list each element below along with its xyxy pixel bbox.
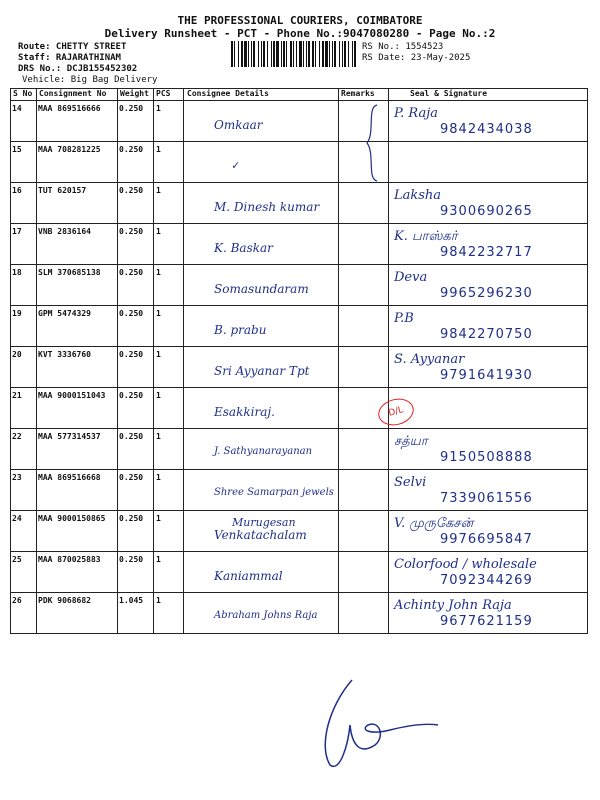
receiver-phone: 9842270750: [440, 327, 533, 342]
row-consignment: PDK 9068682: [38, 596, 91, 605]
header-sno: S No: [13, 89, 33, 98]
barcode-bar: [251, 41, 252, 67]
receiver-phone: 9300690265: [440, 204, 533, 219]
receiver-phone: 7092344269: [440, 573, 533, 588]
barcode-bar: [296, 41, 297, 67]
row-consignment: MAA 9000150865: [38, 514, 106, 523]
row-pcs: 1: [156, 596, 161, 605]
signature: Deva: [394, 270, 428, 285]
barcode-bar: [244, 41, 247, 67]
row-sno: 25: [12, 555, 22, 564]
row-sno: 23: [12, 473, 22, 482]
remarks-brace: [363, 103, 383, 183]
row-weight: 0.250: [119, 268, 144, 277]
barcode-bar: [322, 41, 324, 67]
column-divider: [183, 88, 184, 633]
barcode-bar: [276, 41, 279, 67]
receiver-phone: 9842434038: [440, 122, 533, 137]
row-sno: 26: [12, 596, 22, 605]
barcode-bar: [290, 41, 292, 67]
consignee-name: Esakkiraj.: [214, 405, 275, 419]
row-pcs: 1: [156, 268, 161, 277]
header-divider: [10, 100, 588, 101]
row-weight: 0.250: [119, 391, 144, 400]
row-divider: [10, 428, 588, 429]
barcode-bar: [308, 41, 310, 67]
row-divider: [10, 346, 588, 347]
row-sno: 17: [12, 227, 22, 236]
row-sno: 16: [12, 186, 22, 195]
header-consignment: Consignment No: [39, 89, 107, 98]
barcode-bar: [293, 41, 294, 67]
row-divider: [10, 305, 588, 306]
row-pcs: 1: [156, 432, 161, 441]
signature: K. பாஸ்கர்: [394, 229, 458, 244]
signature: Colorfood / wholesale: [394, 557, 537, 572]
row-divider: [10, 182, 588, 183]
row-consignment: MAA 577314537: [38, 432, 101, 441]
rs-number: RS No.: 1554523: [362, 42, 444, 52]
row-pcs: 1: [156, 104, 161, 113]
barcode-bar: [283, 41, 285, 67]
row-consignment: VNB 2836164: [38, 227, 91, 236]
row-consignment: MAA 869516668: [38, 473, 101, 482]
rs-date: RS Date: 23-May-2025: [362, 53, 471, 63]
signature: S. Ayyanar: [394, 352, 465, 367]
barcode-bar: [281, 41, 282, 67]
barcode-bar: [344, 41, 346, 67]
row-pcs: 1: [156, 350, 161, 359]
consignee-name: B. prabu: [214, 323, 267, 337]
header-consignee: Consignee Details: [187, 89, 269, 98]
barcode: [231, 41, 357, 67]
consignee-name: Venkatachalam: [214, 528, 307, 542]
consignee-note: Murugesan: [232, 516, 296, 529]
receiver-phone: 9976695847: [440, 532, 533, 547]
row-divider: [10, 551, 588, 552]
row-weight: 0.250: [119, 432, 144, 441]
company-name: THE PROFESSIONAL COURIERS, COIMBATORE: [177, 14, 423, 27]
row-divider: [10, 469, 588, 470]
header-remarks: Remarks: [341, 89, 375, 98]
row-consignment: GPM 5474329: [38, 309, 91, 318]
receiver-phone: 9150508888: [440, 450, 533, 465]
row-pcs: 1: [156, 514, 161, 523]
consignee-name: Somasundaram: [214, 282, 309, 296]
staff: Staff: RAJARATHINAM: [18, 53, 121, 63]
barcode-bar: [271, 41, 272, 67]
row-consignment: MAA 708281225: [38, 145, 101, 154]
barcode-bar: [334, 41, 336, 67]
row-consignment: TUT 620157: [38, 186, 87, 195]
row-divider: [10, 510, 588, 511]
receiver-phone: 9791641930: [440, 368, 533, 383]
row-sno: 21: [12, 391, 22, 400]
route: Route: CHETTY STREET: [18, 42, 127, 52]
receiver-phone: 7339061556: [440, 491, 533, 506]
row-pcs: 1: [156, 391, 161, 400]
row-weight: 0.250: [119, 350, 144, 359]
row-divider: [10, 223, 588, 224]
row-pcs: 1: [156, 473, 161, 482]
barcode-bar: [303, 41, 304, 67]
consignee-name: Sri Ayyanar Tpt: [214, 364, 310, 378]
barcode-bar: [248, 41, 249, 67]
row-weight: 0.250: [119, 514, 144, 523]
row-sno: 20: [12, 350, 22, 359]
barcode-bar: [238, 41, 239, 67]
row-sno: 18: [12, 268, 22, 277]
row-consignment: MAA 870025883: [38, 555, 101, 564]
row-consignment: MAA 9000151043: [38, 391, 106, 400]
barcode-bar: [231, 41, 233, 67]
barcode-bar: [325, 41, 328, 67]
signature: P.B: [394, 311, 414, 326]
barcode-bar: [241, 41, 243, 67]
barcode-bar: [267, 41, 268, 67]
receiver-phone: 9965296230: [440, 286, 533, 301]
barcode-bar: [263, 41, 265, 67]
column-divider: [153, 88, 154, 633]
receiver-phone: 9842232717: [440, 245, 533, 260]
receiver-phone: 9677621159: [440, 614, 533, 629]
row-weight: 0.250: [119, 309, 144, 318]
row-weight: 0.250: [119, 473, 144, 482]
barcode-bar: [329, 41, 330, 67]
barcode-bar: [312, 41, 314, 67]
barcode-bar: [261, 41, 262, 67]
consignee-name: Omkaar: [214, 118, 263, 132]
signature: Achinty John Raja: [394, 598, 512, 613]
row-weight: 0.250: [119, 227, 144, 236]
row-divider: [10, 387, 588, 388]
vehicle: Vehicle: Big Bag Delivery: [22, 75, 158, 85]
row-consignment: KVT 3336760: [38, 350, 91, 359]
column-divider: [388, 88, 389, 633]
row-consignment: SLM 370685138: [38, 268, 101, 277]
barcode-bar: [352, 41, 353, 67]
row-weight: 1.045: [119, 596, 144, 605]
header-weight: Weight: [120, 89, 149, 98]
consignee-name: K. Baskar: [214, 241, 273, 255]
barcode-bar: [339, 41, 340, 67]
barcode-bar: [306, 41, 307, 67]
barcode-bar: [319, 41, 320, 67]
check-mark: ✓: [232, 158, 240, 172]
delivery-stamp: D/L: [375, 395, 417, 429]
barcode-bar: [286, 41, 287, 67]
row-pcs: 1: [156, 145, 161, 154]
row-consignment: MAA 869516666: [38, 104, 101, 113]
signature: Selvi: [394, 475, 427, 490]
row-pcs: 1: [156, 309, 161, 318]
runsheet-table: [10, 88, 588, 636]
barcode-bar: [332, 41, 333, 67]
header-pcs: PCS: [156, 89, 171, 98]
column-divider: [117, 88, 118, 633]
row-sno: 14: [12, 104, 22, 113]
row-weight: 0.250: [119, 186, 144, 195]
row-pcs: 1: [156, 186, 161, 195]
consignee-name: Kaniammal: [214, 569, 283, 583]
staff-signature: [300, 675, 440, 775]
row-divider: [10, 592, 588, 593]
row-weight: 0.250: [119, 145, 144, 154]
row-weight: 0.250: [119, 104, 144, 113]
row-sno: 19: [12, 309, 22, 318]
row-pcs: 1: [156, 555, 161, 564]
consignee-name: Abraham Johns Raja: [214, 610, 318, 621]
barcode-bar: [354, 41, 356, 67]
row-pcs: 1: [156, 227, 161, 236]
barcode-bar: [342, 41, 343, 67]
barcode-bar: [234, 41, 235, 67]
column-divider: [36, 88, 37, 633]
consignee-name: Shree Samarpan jewels: [214, 487, 334, 498]
header-signature: Seal & Signature: [410, 89, 488, 98]
row-sno: 24: [12, 514, 22, 523]
runsheet-title: Delivery Runsheet - PCT - Phone No.:9047080280 - Page No.:2: [104, 27, 496, 40]
barcode-bar: [253, 41, 255, 67]
signature: V. முருகேசன்: [394, 516, 474, 531]
row-weight: 0.250: [119, 555, 144, 564]
barcode-bar: [299, 41, 302, 67]
row-sno: 22: [12, 432, 22, 441]
barcode-bar: [258, 41, 259, 67]
column-divider: [338, 88, 339, 633]
row-divider: [10, 264, 588, 265]
barcode-bar: [273, 41, 275, 67]
signature: Laksha: [394, 188, 442, 203]
row-divider: [10, 141, 588, 142]
consignee-name: J. Sathyanarayanan: [214, 446, 313, 457]
consignee-name: M. Dinesh kumar: [214, 200, 320, 214]
barcode-bar: [348, 41, 349, 67]
row-divider: [10, 633, 588, 634]
signature: சத்யா: [394, 434, 428, 449]
column-divider: [10, 88, 11, 633]
barcode-bar: [315, 41, 316, 67]
row-sno: 15: [12, 145, 22, 154]
column-divider: [587, 88, 588, 633]
signature: P. Raja: [394, 106, 438, 121]
drs-number: DRS No.: DCJB155452302: [18, 64, 138, 74]
